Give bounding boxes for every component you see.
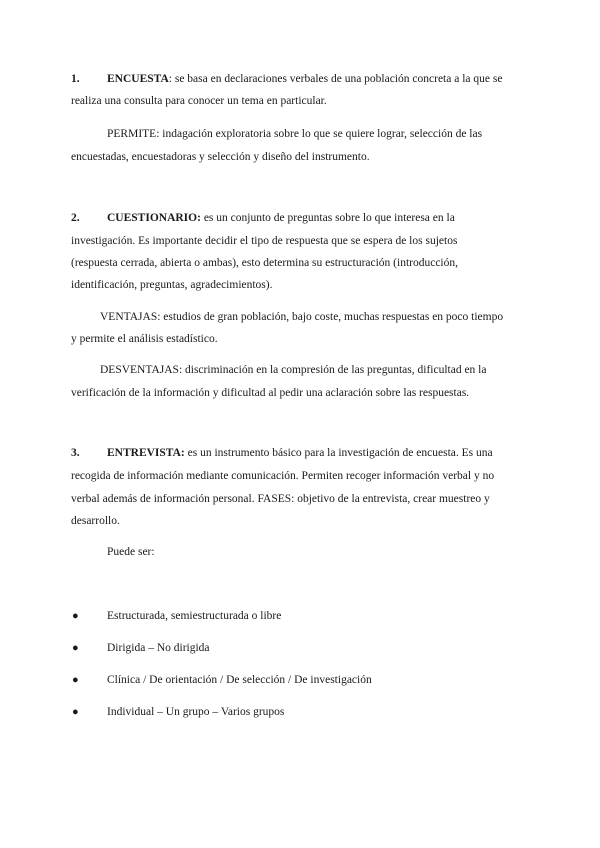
section-3-puede-ser: Puede ser:	[107, 546, 155, 558]
section-2-ventajas-line2: y permite el análisis estadístico.	[71, 333, 218, 345]
bullet-icon: ●	[72, 610, 79, 622]
section-3-number: 3.	[71, 447, 80, 459]
section-2-number: 2.	[71, 212, 80, 224]
section-3-intro-line	[107, 446, 493, 460]
section-3-intro-text: es un instrumento básico para la investigación de encuesta. Es una	[184, 447, 493, 459]
bullet-icon: ●	[72, 706, 79, 718]
section-2-intro-text: es un conjunto de preguntas sobre lo que interesa en la	[200, 212, 455, 224]
section-1-intro-line	[107, 72, 502, 86]
section-2-intro-line	[107, 211, 455, 225]
section-3-intro-line2: recogida de información mediante comunicación. Permiten recoger información verbal y no	[71, 470, 495, 482]
section-2-intro-line4: identificación, preguntas, agradecimientos).	[71, 279, 273, 291]
section-1-intro-line2: realiza una consulta para conocer un tema en particular.	[71, 95, 327, 107]
section-1-permite-line2: encuestadas, encuestadoras y selección y diseño del instrumento.	[71, 151, 370, 163]
section-2-intro-line2: investigación. Es importante decidir el tipo de respuesta que se espera de los sujetos	[71, 235, 458, 247]
section-1-intro-text: : se basa en declaraciones verbales de una población concreta a la que se	[168, 73, 503, 85]
section-2-intro-line3: (respuesta cerrada, abierta o ambas), esto determina su estructuración (introducción,	[71, 257, 459, 269]
section-1-number: 1.	[71, 73, 80, 85]
section-1-permite-line1: PERMITE: indagación exploratoria sobre lo que se quiere lograr, selección de las	[107, 128, 483, 140]
bullet-icon: ●	[72, 674, 79, 686]
section-2-ventajas-line1: VENTAJAS: estudios de gran población, bajo coste, muchas respuestas en poco tiempo	[100, 311, 504, 323]
section-1-title: ENCUESTA	[107, 73, 169, 85]
section-3-intro-line4: desarrollo.	[71, 515, 120, 527]
list-item: Dirigida – No dirigida	[107, 642, 210, 654]
list-item: Clínica / De orientación / De selección / De investigación	[107, 674, 372, 686]
bullet-icon: ●	[72, 642, 79, 654]
section-2-desventajas-line1: DESVENTAJAS: discriminación en la compresión de las preguntas, dificultad en la	[100, 364, 487, 376]
section-3-intro-line3: verbal además de información personal. FASES: objetivo de la entrevista, crear muestreo y	[71, 493, 490, 505]
section-2-title: CUESTIONARIO:	[107, 212, 201, 224]
section-2-desventajas-line2: verificación de la información y dificultad al pedir una aclaración sobre las respuestas.	[71, 387, 470, 399]
list-item: Individual – Un grupo – Varios grupos	[107, 706, 285, 718]
section-3-title: ENTREVISTA:	[107, 447, 185, 459]
list-item: Estructurada, semiestructurada o libre	[107, 610, 282, 622]
